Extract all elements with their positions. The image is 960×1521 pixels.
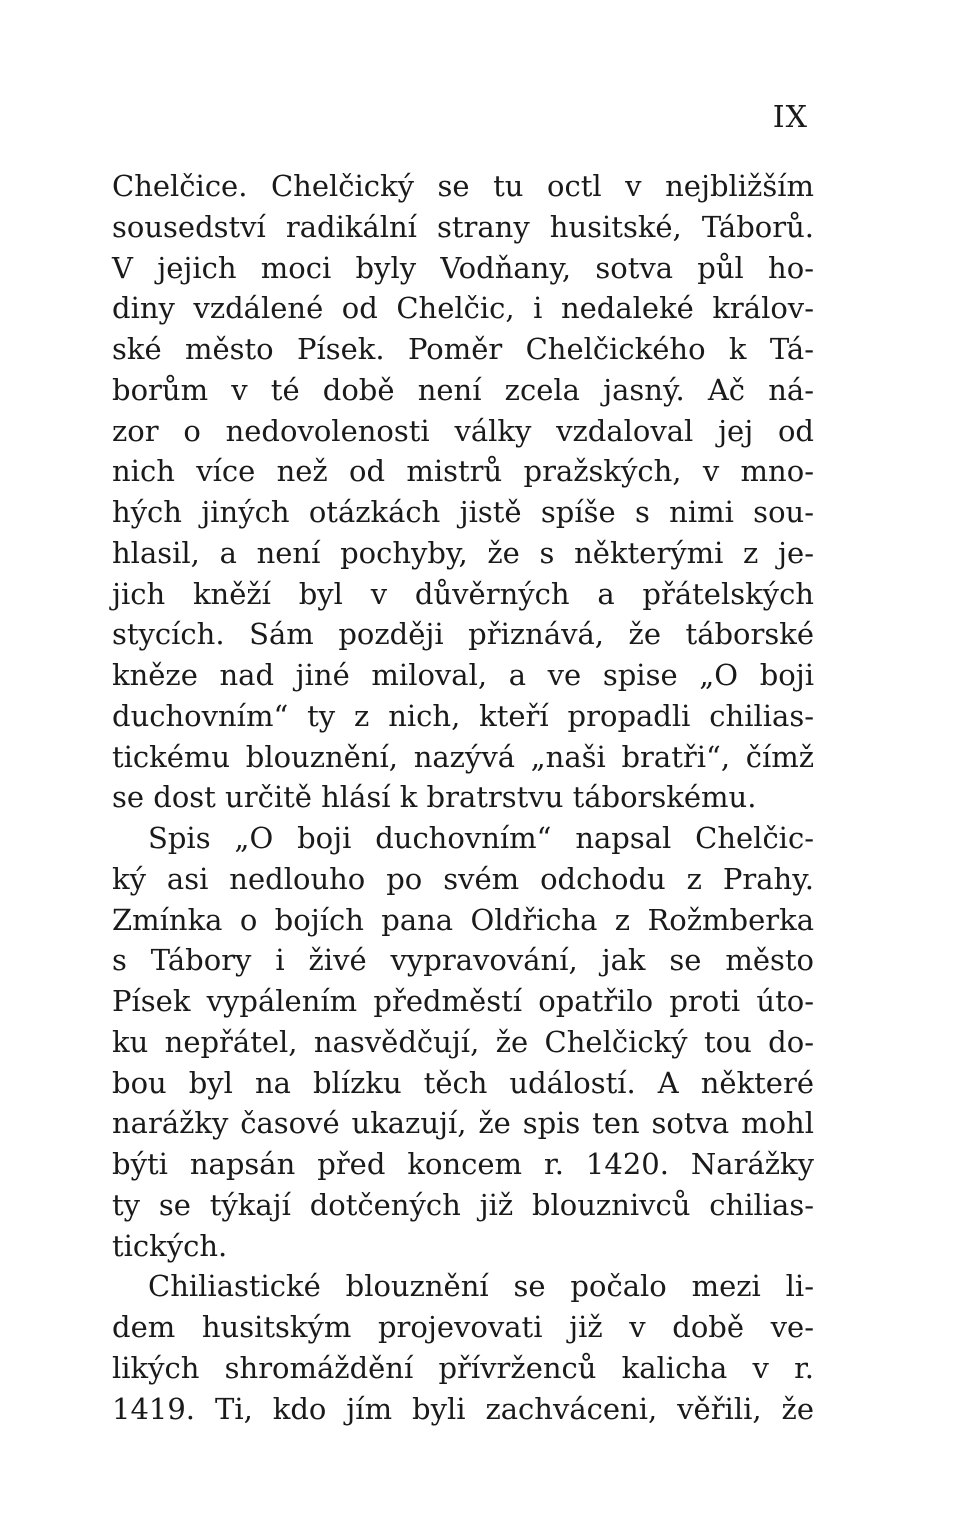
- text-line: Chelčice. Chelčický se tu octl v nejbližším: [112, 169, 814, 203]
- text-line: býti napsán před koncem r. 1420. Narážky: [112, 1147, 814, 1181]
- text-line: 1419. Ti, kdo jím byli zachváceni, věřili, že: [112, 1391, 814, 1426]
- text-line: sousedství radikální strany husitské, Táborů.: [112, 209, 814, 244]
- text-line: hých jiných otázkách jistě spíše s nimi sou-: [112, 495, 814, 529]
- text-line: diny vzdálené od Chelčic, i nedaleké králov-: [112, 291, 814, 326]
- text-line: Spis „O boji duchovním“ napsal Chelčic-: [148, 821, 814, 855]
- text-line: ký asi nedlouho po svém odchodu z Prahy.: [112, 861, 814, 896]
- page-number: IX: [772, 100, 808, 135]
- text-line: s Tábory i živé vypravování, jak se město: [112, 943, 814, 978]
- text-line: jich kněží byl v důvěrných a přátelských: [112, 576, 814, 611]
- text-line: kněze nad jiné miloval, a ve spise „O boji: [112, 658, 814, 692]
- text-line: Písek vypálením předměstí opatřilo proti úto-: [112, 984, 814, 1018]
- body-text: [112, 166, 814, 1429]
- text-line: Chiliastické blouznění se počalo mezi li-: [148, 1269, 814, 1304]
- text-line: se dost určitě hlásí k bratrstvu táborskému.: [112, 780, 757, 815]
- text-line: borům v té době není zcela jasný. Ač ná-: [112, 372, 814, 407]
- text-line: V jejich moci byly Vodňany, sotva půl ho-: [112, 250, 814, 285]
- text-line: likých shromáždění přívrženců kalicha v r.: [112, 1350, 814, 1385]
- text-line: narážky časové ukazují, že spis ten sotva mohl: [112, 1106, 814, 1141]
- text-line: ské město Písek. Poměr Chelčického k Tá-: [112, 332, 814, 366]
- text-line: ty se týkají dotčených již blouznivců chilias-: [112, 1187, 814, 1222]
- text-line: bou byl na blízku těch událostí. A některé: [112, 1065, 814, 1100]
- text-line: tických.: [112, 1228, 228, 1263]
- text-line: Zmínka o bojích pana Oldřicha z Rožmberka: [112, 902, 814, 937]
- text-line: zor o nedovolenosti války vzdaloval jej od: [112, 413, 814, 448]
- text-line: nich více než od mistrů pražských, v mno-: [112, 454, 814, 489]
- text-line: stycích. Sám později přiznává, že táborské: [112, 617, 814, 652]
- text-line: ku nepřátel, nasvědčují, že Chelčický tou do-: [112, 1024, 814, 1059]
- text-line: duchovním“ ty z nich, kteří propadli chilias-: [112, 698, 814, 733]
- text-line: tickému blouznění, nazývá „naši bratři“, čímž: [112, 739, 814, 774]
- text-line: hlasil, a není pochyby, že s některými z je-: [112, 535, 814, 570]
- text-line: dem husitským projevovati již v době ve-: [112, 1310, 814, 1344]
